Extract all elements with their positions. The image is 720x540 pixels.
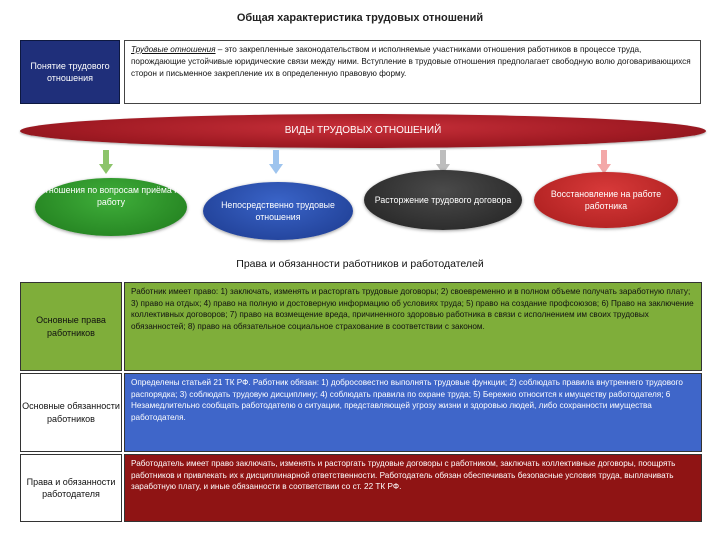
arrow-head: [269, 164, 283, 174]
definition-text: – это закрепленные законодательством и исполняемые участниками отношения работников в процессе труда, порождающие устойчивые юридические связи между ними. Вступление в трудовые отношения предполагает свободную волю договаривающихся сторон и письменное закрепление их в определенную правовую форму.: [131, 45, 691, 78]
arrow-shaft: [440, 150, 446, 165]
arrow-shaft: [103, 150, 109, 165]
types-banner: ВИДЫ ТРУДОВЫХ ОТНОШЕНИЙ: [20, 114, 706, 148]
definition-term: Трудовые отношения: [131, 45, 216, 54]
row-label: Основные права работников: [20, 282, 122, 371]
type-reinstatement: Восстановление на работе работника: [534, 172, 678, 228]
row-content: Определены статьей 21 ТК РФ. Работник обязан: 1) добросовестно выполнять трудовые функции; 2) соблюдать правила внутреннего трудового распорядка; 3) соблюдать трудовую дисциплину; 4) соблюдать правила по охране труда; 5) Бережно относится к имуществу работодателя; 6 Незамедлительно сообщать работодателю о ситуации, представляющей угрозу жизни и здоровью людей, либо сохранности имущества работодателя.: [124, 373, 702, 452]
row-label: Права и обязанности работодателя: [20, 454, 122, 522]
page-title: Общая характеристика трудовых отношений: [236, 12, 484, 24]
arrow-down-icon: [269, 150, 283, 176]
type-direct-labor: Непосредственно трудовые отношения: [203, 182, 353, 240]
row-content: Работодатель имеет право заключать, изменять и расторгать трудовые договоры с работником, заключать коллективные договоры, поощрять работников и привлекать их к дисциплинарной ответственности. Работодатель обязан обеспечивать безопасные условия труда, выплачивать заработную плату, и иные обязанности в соответствии со ст. 22 ТК РФ.: [124, 454, 702, 522]
type-hiring: Отношения по вопросам приёма на работу: [35, 178, 187, 236]
arrow-head: [99, 164, 113, 174]
row-label: Основные обязанности работников: [20, 373, 122, 452]
definition-box: [124, 40, 701, 104]
rights-row-employer: [20, 454, 702, 522]
type-termination: Расторжение трудового договора: [364, 170, 522, 230]
rights-row-employee-rights: [20, 282, 702, 371]
arrow-down-icon: [99, 150, 113, 176]
arrow-shaft: [601, 150, 607, 165]
rights-subtitle: Права и обязанности работников и работодателей: [236, 258, 484, 270]
definition-label: Понятие трудового отношения: [20, 40, 120, 104]
row-content: Работник имеет право: 1) заключать, изменять и расторгать трудовые договоры; 2) своевременно и в полном объеме получать заработную плату; 3) право на отдых; 4) право на полную и достоверную информацию об условиях труда; 5) право на создание профсоюзов; 6) Право на заключение коллективных договоров; 7) право на возмещение вреда, причиненного здоровью работника в связи с исполнением им своих трудовых обязанностей; 8) право на обязательное социальное страхование в соответствии с законом.: [124, 282, 702, 371]
arrow-shaft: [273, 150, 279, 165]
rights-row-employee-duties: [20, 373, 702, 452]
